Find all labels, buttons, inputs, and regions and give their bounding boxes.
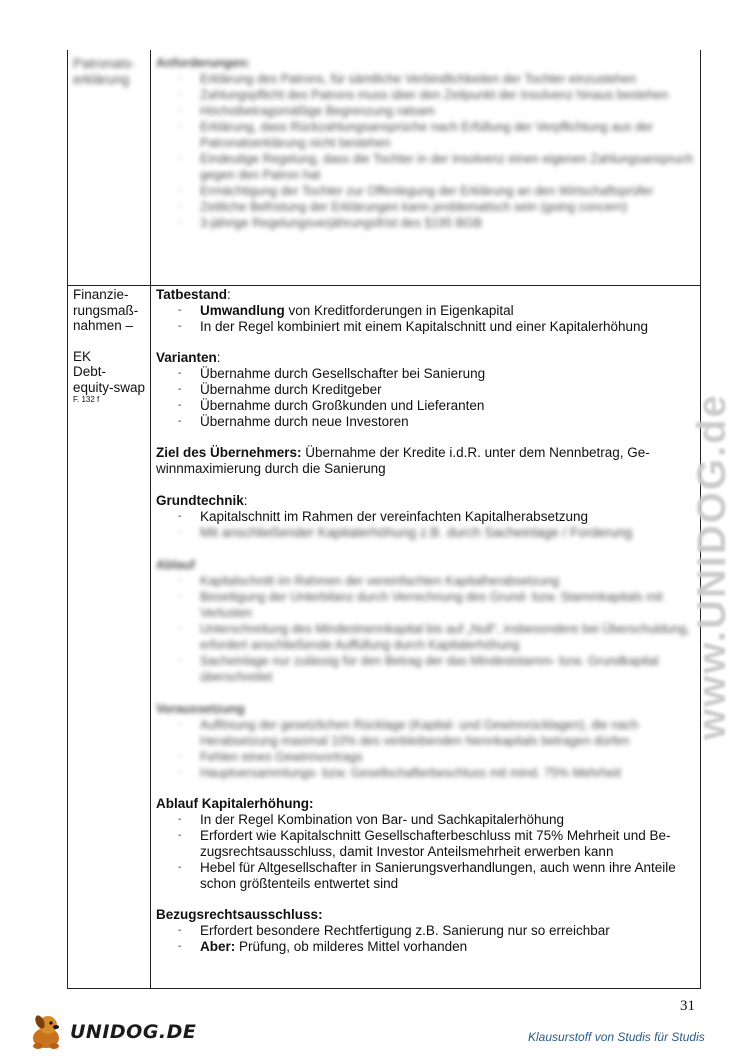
list-item: - Aber: Prüfung, ob milderes Mittel vorhanden xyxy=(178,939,468,954)
list-item: - Erfordert wie Kapitalschnitt Gesellschafterbeschluss mit 75% Mehrheit und Be- zugsrechtsausschluss, damit Investor Anteilsmehrheit erwerben kann xyxy=(178,828,671,859)
logo xyxy=(24,1012,197,1052)
section-grundtechnik: Grundtechnik: - Kapitalschnitt im Rahmen der vereinfachten Kapitalherabsetzung - Mit anschließender Kapitalerhöhung z.B. durch Sacheinlage / Forderung xyxy=(156,493,696,541)
reference-note: F. 132 f xyxy=(73,395,100,404)
column-divider xyxy=(150,50,151,988)
list-item: - In der Regel kombiniert mit einem Kapitalschnitt und einer Kapitalerhöhung xyxy=(178,319,649,334)
section-varianten: Varianten: - Übernahme durch Gesellschafter bei Sanierung - Übernahme durch Kreditgeber - Übernahme durch Großkunden und Lieferanten - Übernahme durch neue Investoren xyxy=(156,350,696,430)
section-tatbestand: Tatbestand: - Umwandlung von Kreditforderungen in Eigenkapital - In der Regel kombiniert mit einem Kapitalschnitt und einer Kapitalerhöhung xyxy=(156,287,696,335)
list-item: - Umwandlung von Kreditforderungen in Eigenkapital xyxy=(178,303,514,318)
row1-requirements: Anforderungen: - Erklärung des Patrons, für sämtliche Verbindlichkeiten der Tochter einzustehen - Zahlungspflicht des Patrons muss über den Zeitpunkt der Insolvenz hinaus bestehen - Höchstbetragsmäßige Begrenzung ratsam - Erklärung, dass Rückzahlungsansprüche nach Erfüllung der Verpflichtung aus der Patronatserklärung nicht bestehen - Eindeutige Regelung, dass die Tochter in der Insolvenz einen eigenen Zahlungsanspruch gegen den Patron hat - Ermächtigung der Tochter zur Offenlegung der Erklärung an den Wirtschaftsprüfer - Zeitliche Befristung der Erklärungen kann problematisch sein (going concern) - 3-jährige Regelungsverjährungsfrist des §195 BGB xyxy=(156,55,696,231)
list-item: - Erklärung des Patrons, für sämtliche Verbindlichkeiten der Tochter einzustehen xyxy=(178,72,637,86)
list-item: - Beseitigung der Unterbilanz durch Verrechnung des Grund- bzw. Stammkapitals mit Verlusten xyxy=(178,590,663,620)
list-item: - 3-jährige Regelungsverjährungsfrist des §195 BGB xyxy=(178,216,483,230)
list-item: - Eindeutige Regelung, dass die Tochter in der Insolvenz einen eigenen Zahlungsanspruch gegen den Patron hat xyxy=(178,152,694,182)
footer-tagline: Klausurstoff von Studis für Studis xyxy=(528,1030,705,1044)
list-item: - Übernahme durch Großkunden und Lieferanten xyxy=(178,398,485,413)
dog-logo-icon xyxy=(24,1038,68,1053)
list-item: - Auflösung der gesetzlichen Rücklage (Kapital- und Gewinnrücklagen), die nach Herabsetzung maximal 10% des verbleibenden Nennkapitals betragen dürfen xyxy=(178,718,639,748)
list-item: - Zeitliche Befristung der Erklärungen kann problematisch sein (going concern) xyxy=(178,200,628,214)
section-ablauf-kapitalerhoehung: Ablauf Kapitalerhöhung: - In der Regel Kombination von Bar- und Sachkapitalerhöhung - Erfordert wie Kapitalschnitt Gesellschafterbeschluss mit 75% Mehrheit und Be- zugsrechtsausschluss, damit Investor Anteilsmehrheit erwerben kann - Hebel für Altgesellschafter in Sanierungsverhandlungen, auch wenn ihre Anteile schon größtenteils entwertet sind xyxy=(156,796,696,892)
list-item: - Mit anschließender Kapitalerhöhung z.B. durch Sacheinlage / Forderung xyxy=(178,525,633,540)
row2-label: Finanzie- rungsmaß- nahmen – EK Debt- equity-swap F. 132 f xyxy=(73,287,146,404)
list-item: - Übernahme durch Gesellschafter bei Sanierung xyxy=(178,366,486,381)
list-item: - Übernahme durch Kreditgeber xyxy=(178,382,382,397)
watermark: www.UNIDOG.de xyxy=(690,393,734,740)
list-item: - Übernahme durch neue Investoren xyxy=(178,414,409,429)
list-item: - Unterschreitung des Mindestnennkapital bis auf „Null“, insbesondere bei Überschuldung, erfordert anschließende Auffüllung durch Kapitalerhöhung xyxy=(178,622,690,652)
list-item: - Sacheinlage nur zulässig für den Betrag der das Mindeststamm- bzw. Grundkapital überschreitet xyxy=(178,654,659,684)
list-item: - Zahlungspflicht des Patrons muss über den Zeitpunkt der Insolvenz hinaus bestehen xyxy=(178,88,669,102)
section-ablauf: Ablauf - Kapitalschnitt im Rahmen der vereinfachten Kapitalherabsetzung - Beseitigung der Unterbilanz durch Verrechnung des Grund- bzw. Stammkapitals mit Verlusten - Unterschreitung des Mindestnennkapital bis auf „Null“, insbesondere bei Überschuldung, erfordert anschließende Auffüllung durch Kapitalerhöhung - Sacheinlage nur zulässig für den Betrag der das Mindeststamm- bzw. Grundkapital überschreitet xyxy=(156,557,696,685)
list-item: - Kapitalschnitt im Rahmen der vereinfachten Kapitalherabsetzung xyxy=(178,509,588,524)
list-item: - Fehlen eines Gewinnvortrags xyxy=(178,750,363,764)
logo-text: UNIDOG.DE xyxy=(70,1021,197,1043)
list-item: - Hebel für Altgesellschafter in Sanierungsverhandlungen, auch wenn ihre Anteile schon größtenteils entwertet sind xyxy=(178,860,676,891)
list-item: - Hauptversammlungs- bzw. Gesellschafterbeschluss mit mind. 75% Mehrheit xyxy=(178,766,622,780)
section-ziel: Ziel des Übernehmers: Übernahme der Kredite i.d.R. unter dem Nennbetrag, Ge- winnmaximierung durch die Sanierung xyxy=(156,445,650,476)
row1-label: Patronats- erklärung xyxy=(73,56,136,87)
list-item: - Erfordert besondere Rechtfertigung z.B. Sanierung nur so erreichbar xyxy=(178,923,610,938)
list-item: - Kapitalschnitt im Rahmen der vereinfachten Kapitalherabsetzung xyxy=(178,574,560,588)
section-bezugsrechtsausschluss: Bezugsrechtsausschluss: - Erfordert besondere Rechtfertigung z.B. Sanierung nur so erreichbar - Aber: Prüfung, ob milderes Mittel vorhanden xyxy=(156,907,696,955)
page-number: 31 xyxy=(680,998,695,1014)
list-item: - Höchstbetragsmäßige Begrenzung ratsam xyxy=(178,104,435,118)
section-voraussetzung: Voraussetzung - Auflösung der gesetzlichen Rücklage (Kapital- und Gewinnrücklagen), die nach Herabsetzung maximal 10% des verbleibenden Nennkapitals betragen dürfen - Fehlen eines Gewinnvortrags - Hauptversammlungs- bzw. Gesellschafterbeschluss mit mind. 75% Mehrheit xyxy=(156,701,696,781)
row-divider xyxy=(67,285,700,286)
list-item: - Erklärung, dass Rückzahlungsansprüche nach Erfüllung der Verpflichtung aus der Patronatserklärung nicht bestehen xyxy=(178,120,654,150)
list-item: - In der Regel Kombination von Bar- und Sachkapitalerhöhung xyxy=(178,812,564,827)
list-item: - Ermächtigung der Tochter zur Offenlegung der Erklärung an den Wirtschaftsprüfer xyxy=(178,184,654,198)
